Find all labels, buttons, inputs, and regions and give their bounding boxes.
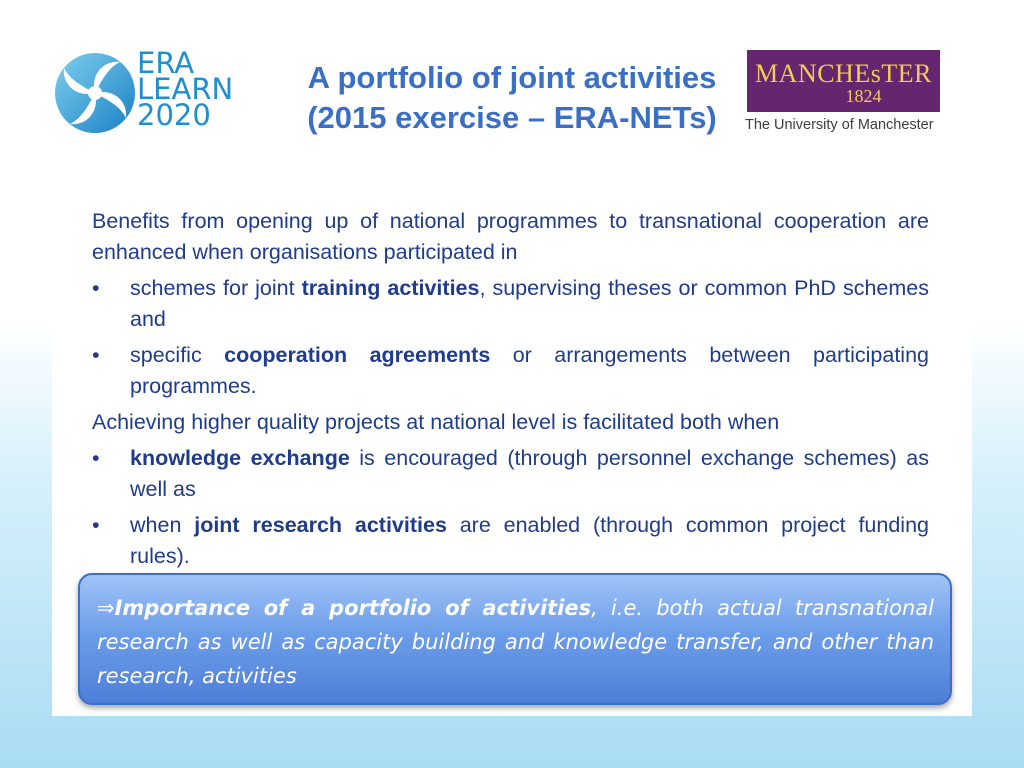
bullet-text: when (130, 513, 195, 537)
conclusion-callout (78, 573, 952, 705)
bullet-text: specific (130, 343, 225, 367)
bullet-icon: • (92, 276, 100, 300)
logo-line: 2020 (137, 98, 211, 132)
manchester-logo-name: MANCHEsTER (755, 59, 932, 88)
bullet-text: is encouraged (through personnel exchange schemes) as well as (130, 446, 929, 501)
slide-title (262, 58, 762, 138)
bullet-text: , supervising theses or common PhD schemes and (130, 276, 929, 331)
manchester-logo-year: 1824 (845, 86, 882, 106)
bullet-bold: joint research activities (194, 513, 447, 537)
bullet-text: or arrangements between participating programmes. (130, 343, 929, 398)
manchester-logo (747, 50, 940, 112)
bullet-item (92, 273, 929, 335)
logo-line: ERA (137, 46, 195, 80)
callout-bold: Importance of a portfolio of activities (114, 596, 592, 620)
logo-line: LEARN (137, 72, 234, 106)
bullet-text: are enabled (through common project funding rules). (130, 513, 929, 568)
bullet-icon: • (92, 446, 100, 470)
bullet-icon: • (92, 513, 100, 537)
bullet-item (92, 443, 929, 505)
era-learn-logo-text (137, 46, 234, 132)
bullet-icon: • (92, 343, 100, 367)
bullet-bold: cooperation agreements (224, 343, 491, 367)
intro-paragraph: Benefits from opening up of national programmes to transnational cooperation are enhanced when organisations participated in (92, 209, 929, 264)
bullet-bold: training activities (301, 276, 480, 300)
bullet-text: schemes for joint (130, 276, 302, 300)
second-paragraph: Achieving higher quality projects at national level is facilitated both when (92, 410, 780, 434)
bullet-bold: knowledge exchange (130, 446, 350, 470)
bullet-item (92, 340, 929, 402)
manchester-logo-subtitle: The University of Manchester (745, 117, 934, 133)
bullet-item (92, 510, 929, 572)
slide-body (92, 206, 929, 572)
era-learn-swirl-icon (50, 48, 140, 138)
slide-header (0, 0, 1024, 170)
implies-arrow-icon: ⇒ (97, 596, 115, 620)
title-line-1: A portfolio of joint activities (307, 60, 717, 95)
title-line-2: (2015 exercise – ERA-NETs) (307, 100, 717, 135)
callout-text: , i.e. both actual transnational research as well as capacity building and knowledge transfer, and other than research, activities (97, 596, 934, 688)
